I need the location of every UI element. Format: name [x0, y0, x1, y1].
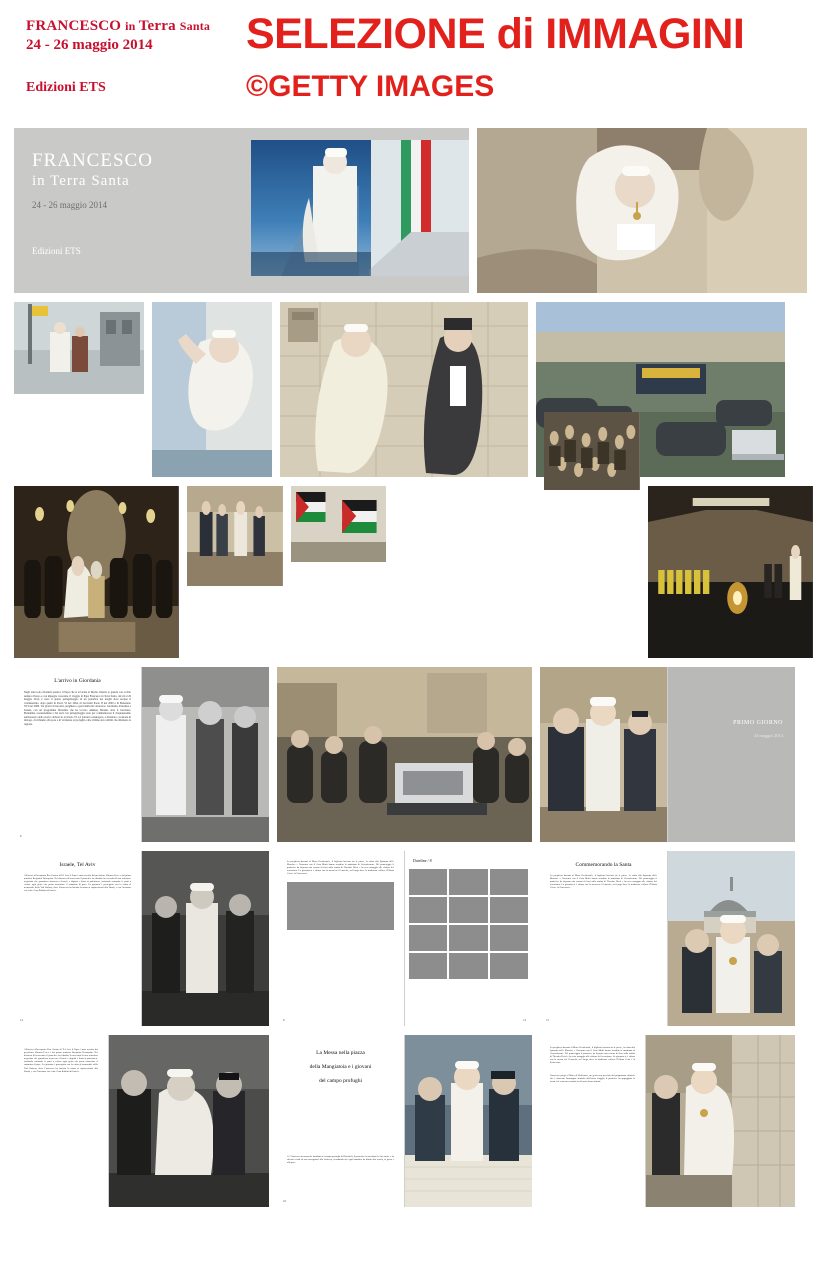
row-6	[0, 1035, 827, 1207]
header-book-title-d: Santa	[179, 19, 211, 33]
dome-of-the-rock-photo	[668, 851, 795, 1026]
dome-of-the-rock-spread	[540, 851, 795, 1026]
row-5	[0, 851, 827, 1026]
contact-thumb	[409, 925, 447, 951]
book-cover	[14, 128, 469, 293]
bethlehem-meeting-photo	[187, 486, 283, 586]
pope-boarding-plane-photo	[251, 140, 469, 276]
contact-sheet-right-page	[405, 851, 532, 1026]
image-selection-sheet	[0, 128, 827, 1207]
tel-aviv-arrival-photo	[142, 851, 269, 1026]
contact-sheet-left-page	[277, 851, 404, 1026]
contact-thumb	[409, 953, 447, 979]
contact-thumb	[449, 897, 487, 923]
wall-page-caption: Francesco prega al Muro di Betlemme, un gesto non previsto dal programma ufficiale che è divenuto l'immagine simbolo dell'intero viaggio; il pontefice ha appoggiato la fronte sul cemento restando in silenzio alcuni minuti.	[550, 1073, 635, 1083]
greeting-elder-spread	[14, 1035, 269, 1207]
jordan-text-page	[14, 667, 141, 842]
yad-vashem-hall-photo	[648, 486, 813, 658]
header-book-title-a: FRANCESCO	[26, 18, 126, 34]
contact-thumb	[449, 925, 487, 951]
cover-subtitle: in Terra Santa	[32, 173, 130, 189]
contact-thumb	[490, 897, 528, 923]
embrace-spread	[540, 667, 795, 842]
row-3	[0, 486, 827, 658]
jordan-page-folio: 8	[20, 834, 22, 838]
contact-sheet-right-folio: 14	[523, 1018, 526, 1022]
popemobile-crowd-photo	[277, 667, 532, 842]
row-1	[0, 128, 827, 293]
separation-wall-photo	[646, 1035, 795, 1207]
cover-publisher: Edizioni ETS	[32, 246, 81, 256]
day-one-title: PRIMO GIORNO	[733, 720, 783, 726]
contact-thumb	[409, 869, 447, 895]
mass-text-page	[277, 1035, 404, 1207]
page-title: SELEZIONE di IMMAGINI	[246, 10, 745, 58]
jordan-arrival-spread	[14, 667, 269, 842]
wall-text-page	[540, 1035, 645, 1207]
holy-sepulchre-ceremony-photo	[14, 486, 179, 658]
header-publisher: Edizioni ETS	[26, 80, 106, 95]
israel-text-page	[14, 851, 141, 1026]
palestinian-flags-photo	[291, 486, 387, 562]
mass-page-caption: 12. Francesco incontra dei bambini nel campo profughi di Dheisheh; il pontefice ha ascoltato le loro storie e ha chiesto a tutti di non rassegnarsi alla violenza, ricordando che ogni bambino ha diritto alla scuola, al gioco e alla pace.	[287, 1155, 394, 1165]
santa-text-page	[540, 851, 667, 1026]
mass-page-title-line1: La Messa nella piazza	[316, 1050, 365, 1056]
mass-manger-square-spread	[277, 1035, 532, 1207]
row-2	[0, 302, 827, 477]
jordan-page-body: Negli anni sono diventati quattro: il Papa che si avvicina al Medio Oriente lo guarda con occhio sempre diverso e con impegno crescente. Il viaggio di Papa Francesco in Terra Santa, dal 24 al 26 maggio 2014, è stato il quarto pellegrinaggio di un pontefice nei luoghi dove nacque il cristianesimo, dopo quelli di Paolo VI nel 1964, di Giovanni Paolo II nel 2000 e di Benedetto XVI nel 2009. Tre giorni di incontri, preghiere e gesti simbolici attraverso Giordania, Palestina e Israele, con un programma fittissimo che ha toccato Amman, Betania oltre il Giordano, Betlemme, Gerusalemme e Tel Aviv. Un pellegrinaggio nato per commemorare il cinquantesimo anniversario dello storico abbraccio tra Paolo VI e il patriarca Atenagora, e diventato occasione di dialogo, di richiamo alla pace e di vicinanza ai profughi e alle vittime dei conflitti che dilaniano la regione.	[24, 691, 131, 726]
contact-sheet-label: Dateline / 8	[413, 858, 432, 863]
header-book-title-c: Terra	[138, 18, 180, 34]
santa-page-folio: 15	[546, 1018, 549, 1022]
contact-sheet-left-folio: 8	[283, 1018, 285, 1022]
pope-with-patriarch-photo	[280, 302, 528, 477]
israel-page-folio: 14	[20, 1018, 23, 1022]
contact-thumb	[490, 953, 528, 979]
greeting-elder-photo	[109, 1035, 269, 1207]
day-one-divider-page	[668, 667, 795, 842]
contact-thumb	[409, 897, 447, 923]
mass-page-folio: 22	[283, 1199, 286, 1203]
jordan-arrival-photo	[142, 667, 269, 842]
page-subtitle: ©GETTY IMAGES	[246, 70, 495, 103]
mass-manger-square-photo	[405, 1035, 532, 1207]
header-dates: 24 - 26 maggio 2014	[26, 37, 153, 53]
greeting-page-body: All'arrivo all'aeroporto Ben Gurion di Tel Aviv il Papa è stato accolto dal presidente Shimon Peres e dal primo ministro Benjamin Netanyahu. Nel discorso di benvenuto il pontefice ha ribadito la necessità di una soluzione negoziata che garantisca sicurezza a Israele e dignità e Stato ai palestinesi, invitando entrambe le parti a evitare ogni gesto che possa ostacolare il cammino di pace. La giornata è proseguita con la visita al memoriale dello Yad Vashem, dove Francesco ha baciato la mano ai sopravvissuti alla Shoah, e con l'incontro con i due Gran Rabbini di Israele.	[24, 1049, 98, 1073]
separation-wall-spread	[540, 1035, 795, 1207]
contact-sheet-spread	[277, 851, 532, 1026]
pope-on-stage-photo	[14, 302, 144, 394]
mass-page-title-line3: del campo profughi	[318, 1078, 363, 1084]
contact-thumb	[449, 953, 487, 979]
pope-at-western-wall-photo	[477, 128, 807, 293]
row-4	[0, 667, 827, 842]
contact-thumb	[449, 869, 487, 895]
header-book-title-b: in	[125, 19, 139, 33]
children-crowd-photo	[544, 412, 640, 490]
contact-sheet-left-body: La preghiera davanti al Muro Occidentale, il biglietto lasciato tra le pietre, la visita alla Spianata delle Moschee e l'incontro con il Gran Mufti hanno scandito la mattinata di Gerusalemme. Nel pomeriggio il pontefice ha deposto una corona di fiori sulla tomba di Theodor Herzl e ha reso omaggio alle vittime del terrorismo. La giornata si è chiusa con la messa nel Cenacolo, nel luogo dove la tradizione colloca l'Ultima Cena e la Pentecoste.	[287, 861, 394, 876]
santa-page-title: Commemorando la Santa	[575, 862, 632, 868]
pope-touching-wall-photo	[152, 302, 272, 477]
israel-page-body: All'arrivo all'aeroporto Ben Gurion di Tel Aviv il Papa è stato accolto dal presidente Shimon Peres e dal primo ministro Benjamin Netanyahu. Nel discorso di benvenuto il pontefice ha ribadito la necessità di una soluzione negoziata che garantisca sicurezza a Israele e dignità e Stato ai palestinesi, invitando entrambe le parti a evitare ogni gesto che possa ostacolare il cammino di pace. La giornata è proseguita con la visita al memoriale dello Yad Vashem, dove Francesco ha baciato la mano ai sopravvissuti alla Shoah, e con l'incontro con i due Gran Rabbini di Israele.	[24, 875, 131, 893]
contact-thumb	[490, 925, 528, 951]
contact-sheet-grid	[405, 865, 532, 983]
greeting-text-page	[14, 1035, 108, 1207]
santa-page-body: La preghiera davanti al Muro Occidentale, il biglietto lasciato tra le pietre, la visita alla Spianata delle Moschee e l'incontro con il Gran Mufti hanno scandito la mattinata di Gerusalemme. Nel pomeriggio il pontefice ha deposto una corona di fiori sulla tomba di Theodor Herzl e ha reso omaggio alle vittime del terrorismo. La giornata si è chiusa con la messa nel Cenacolo, nel luogo dove la tradizione colloca l'Ultima Cena e la Pentecoste.	[550, 875, 657, 890]
header-right-block	[246, 8, 817, 106]
mass-page-title-line2: della Mangiatoia e i giovani	[309, 1064, 372, 1070]
cover-date: 24 - 26 maggio 2014	[32, 200, 107, 210]
tel-aviv-spread	[14, 851, 269, 1026]
embrace-photo	[540, 667, 667, 842]
page-header	[0, 0, 827, 128]
header-book-title	[26, 18, 246, 35]
day-one-date: 24 maggio 2014	[753, 733, 783, 738]
contact-thumb	[490, 869, 528, 895]
wall-page-body: La preghiera davanti al Muro Occidentale, il biglietto lasciato tra le pietre, la visita alla Spianata delle Moschee e l'incontro con il Gran Mufti hanno scandito la mattinata di Gerusalemme. Nel pomeriggio il pontefice ha deposto una corona di fiori sulla tomba di Theodor Herzl e ha reso omaggio alle vittime del terrorismo. La giornata si è chiusa con la messa nel Cenacolo, nel luogo dove la tradizione colloca l'Ultima Cena e la Pentecoste.	[550, 1047, 635, 1065]
cover-title: FRANCESCO	[32, 150, 153, 171]
header-left-block	[26, 18, 246, 96]
contact-sheet-left-photo	[287, 882, 394, 930]
israel-page-title: Israele, Tel Aviv	[59, 862, 96, 868]
jordan-page-title: L'arrivo in Giordania	[54, 678, 101, 684]
